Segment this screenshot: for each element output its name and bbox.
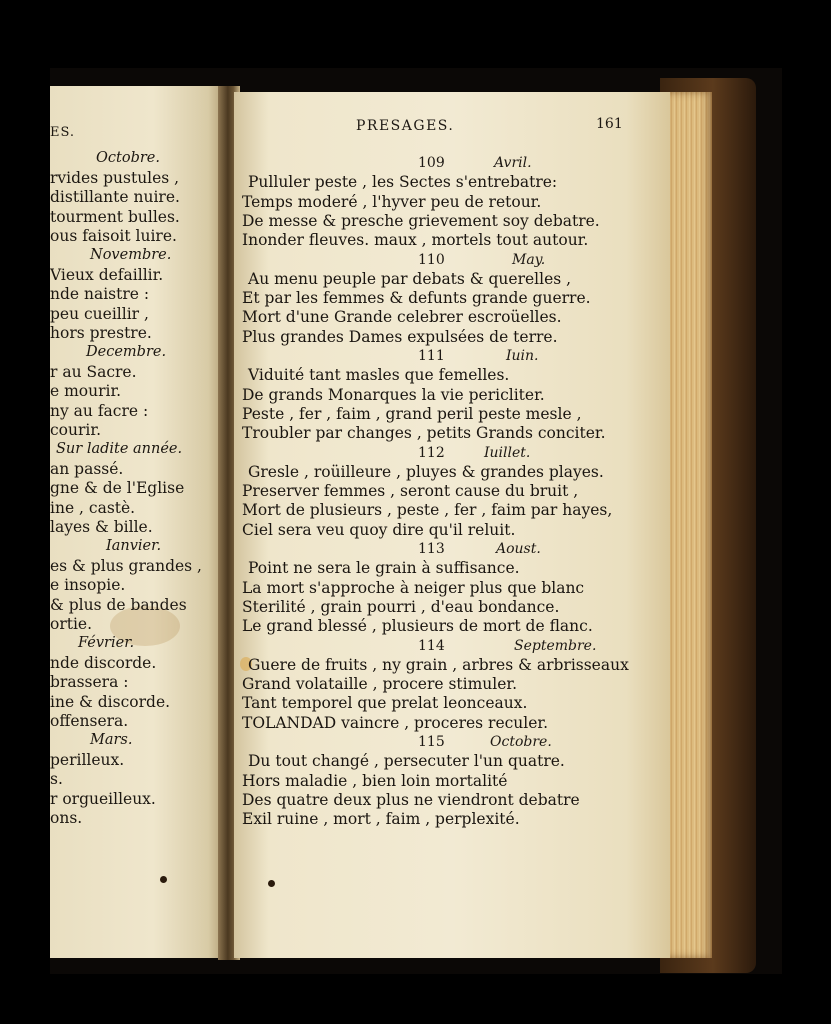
verse-line-fragment: e insopie. <box>50 576 126 595</box>
worm-hole <box>268 880 275 887</box>
verse-line-fragment: ine , castè. <box>50 498 136 517</box>
verse-line: Le grand blessé , plusieurs de mort de flanc. <box>242 617 593 636</box>
page-number: 161 <box>596 116 623 132</box>
verse-line: Mort d'une Grande celebrer escroüelles. <box>242 308 562 327</box>
month-heading: Septembre. <box>514 637 597 654</box>
verse-line: De grands Monarques la vie pericliter. <box>242 385 545 404</box>
month-heading: Ianvier. <box>106 538 162 555</box>
month-heading: Mars. <box>90 732 133 749</box>
month-heading: May. <box>512 251 546 268</box>
verse-line-fragment: ES. <box>50 125 76 140</box>
verse-line-fragment: Vieux defaillir. <box>50 265 164 284</box>
verse-line: Gresle , roüilleure , pluyes & grandes playes. <box>248 462 604 481</box>
verse-line-fragment: distillante nuire. <box>50 188 180 207</box>
verse-line-fragment: perilleux. <box>50 750 125 769</box>
verse-line-fragment: hors prestre. <box>50 324 152 342</box>
verse-line-fragment: & plus de bandes <box>50 595 187 614</box>
month-heading: Iuin. <box>506 348 539 364</box>
quatrain-number: 110 <box>418 251 445 268</box>
verse-line-fragment: layes & bille. <box>50 518 153 536</box>
quatrain-number: 112 <box>418 444 445 461</box>
verse-line-fragment: tourment bulles. <box>50 207 180 226</box>
verse-line: De messe & presche grievement soy debatre. <box>242 211 600 230</box>
verse-line: Ciel sera veu quoy dire qu'il reluit. <box>242 520 516 539</box>
verse-line-fragment: ons. <box>50 809 83 827</box>
verse-line: Mort de plusieurs , peste , fer , faim par hayes, <box>242 501 613 520</box>
verse-line: Des quatre deux plus ne viendront debatre <box>242 790 580 809</box>
verse-line-fragment: ortie. <box>50 615 93 633</box>
verse-line: Sterilité , grain pourri , d'eau bondance. <box>242 597 560 616</box>
verse-line-fragment: es & plus grandes , <box>50 556 202 575</box>
verse-line: Temps moderé , l'hyver peu de retour. <box>242 192 542 211</box>
quatrain-number: 115 <box>418 734 445 750</box>
verse-line: Plus grandes Dames expulsées de terre. <box>242 327 558 346</box>
verse-line-fragment: courir. <box>50 421 101 439</box>
running-head: PRESAGES. <box>356 118 455 134</box>
verse-line-fragment: nde naistre : <box>50 285 150 304</box>
month-heading: Octobre. <box>96 150 160 167</box>
verse-line: La mort s'approche à neiger plus que blanc <box>242 578 585 597</box>
verse-line-fragment: ous faisoit luire. <box>50 227 177 245</box>
verse-line: TOLANDAD vaincre , proceres reculer. <box>242 713 549 732</box>
verse-line: Grand volataille , procere stimuler. <box>242 675 518 694</box>
verse-line: Peste , fer , faim , grand peril peste mesle , <box>242 404 582 423</box>
quatrain-number: 109 <box>418 155 445 171</box>
verse-line-fragment: peu cueillir , <box>50 304 149 323</box>
page-edges <box>668 92 712 958</box>
verse-line-fragment: offensera. <box>50 712 129 730</box>
right-page <box>234 92 670 958</box>
month-heading: Février. <box>78 635 135 652</box>
month-heading: Novembre. <box>90 247 172 264</box>
verse-line-fragment: r au Sacre. <box>50 362 137 381</box>
verse-line-fragment: an passé. <box>50 459 124 478</box>
verse-line: Hors maladie , bien loin mortalité <box>242 771 508 790</box>
verse-line: Viduité tant masles que femelles. <box>248 366 510 385</box>
verse-line: Guere de fruits , ny grain , arbres & arbrisseaux <box>248 655 629 674</box>
worm-hole <box>160 876 167 883</box>
month-heading: Aoust. <box>496 541 541 557</box>
quatrain-number: 111 <box>418 348 445 364</box>
verse-line: Du tout changé , persecuter l'un quatre. <box>248 752 565 771</box>
quatrain-number: 114 <box>418 637 445 654</box>
verse-line: Troubler par changes , petits Grands conciter. <box>242 424 606 443</box>
verse-line: Au menu peuple par debats & querelles , <box>248 269 572 288</box>
verse-line: Preserver femmes , seront cause du bruit , <box>242 482 579 501</box>
verse-line: Et par les femmes & defunts grande guerre. <box>242 289 591 308</box>
quatrain-number: 113 <box>418 541 445 557</box>
verse-line-fragment: nde discorde. <box>50 653 157 672</box>
verse-line-fragment: ine & discorde. <box>50 692 171 711</box>
left-page <box>50 86 222 958</box>
verse-line-fragment: brassera : <box>50 673 129 692</box>
verse-line: Tant temporel que prelat leonceaux. <box>242 694 528 713</box>
verse-line: Point ne sera le grain à suffisance. <box>248 559 520 578</box>
verse-line-fragment: rvides pustules , <box>50 168 180 187</box>
verse-line: Inonder fleuves. maux , mortels tout autour. <box>242 231 589 250</box>
verse-line: Exil ruine , mort , faim , perplexité. <box>242 810 520 829</box>
month-heading: Decembre. <box>86 344 167 361</box>
verse-line-fragment: e mourir. <box>50 382 122 401</box>
verse-line-fragment: ny au facre : <box>50 401 149 420</box>
month-heading: Octobre. <box>490 734 552 750</box>
verse-line: Pulluler peste , les Sectes s'entrebatre: <box>248 173 558 192</box>
month-heading: Iuillet. <box>484 444 531 461</box>
month-heading: Sur ladite année. <box>56 441 183 458</box>
verse-line-fragment: gne & de l'Eglise <box>50 479 185 498</box>
month-heading: Avril. <box>494 155 532 171</box>
verse-line-fragment: r orgueilleux. <box>50 789 156 808</box>
verse-line-fragment: s. <box>50 770 63 789</box>
